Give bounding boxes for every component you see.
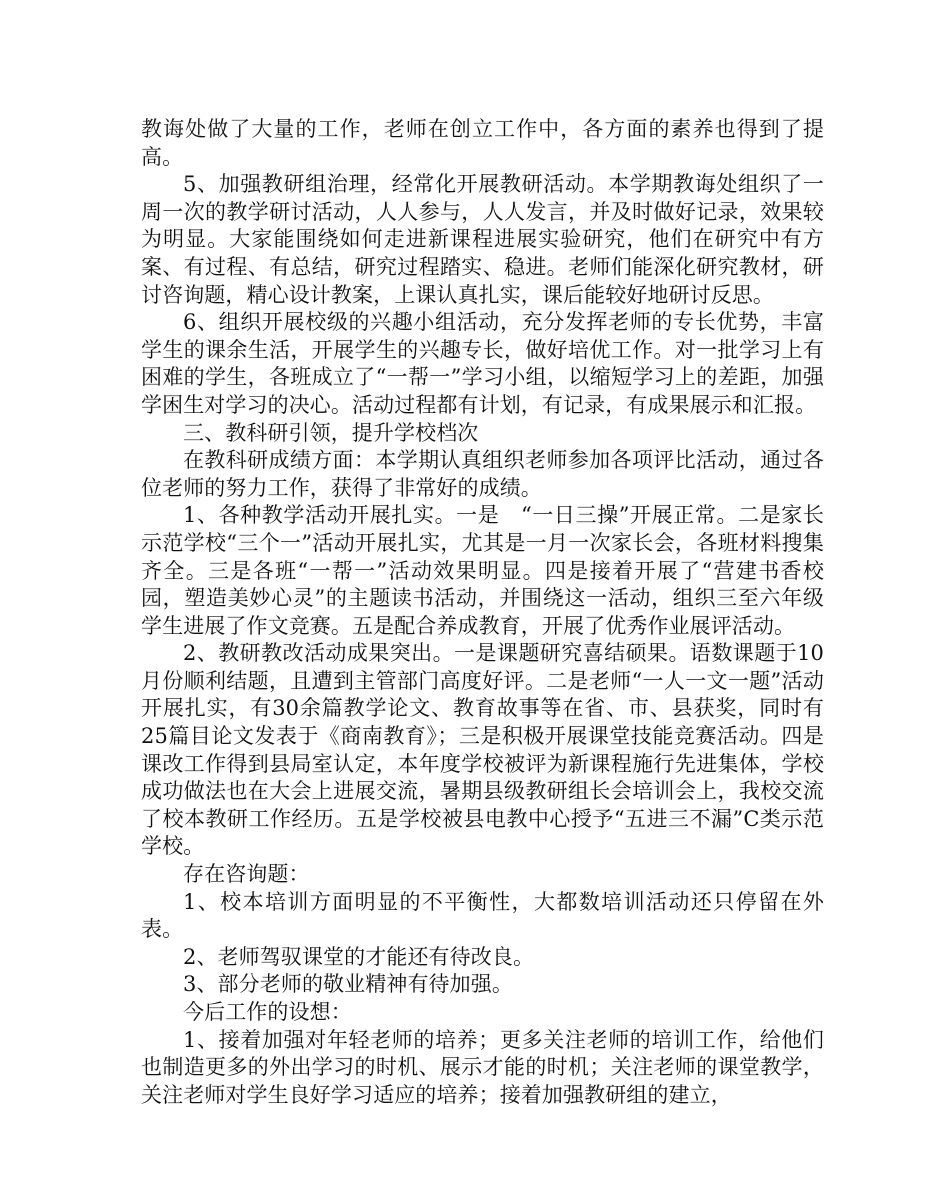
paragraph-continued: 教诲处做了大量的工作，老师在创立工作中，各方面的素养也得到了提高。 <box>141 117 824 169</box>
problem-item-1: 1、校本培训方面明显的不平衡性，大都数培训活动还只停留在外表。 <box>141 889 824 942</box>
paragraph-item-5: 5、加强教研组治理，经常化开展教研活动。本学期教诲处组织了一周一次的教学研讨活动，人人参与，人人发言，并及时做好记录，效果较为明显。大家能围绕如何走进新课程进展实验研究，他们在研究中有方案、有过程、有总结，研究过程踏实、稳进。老师们能深化研究教材，研讨咨询题，精心设计教案，上课认真扎实，课后能较好地研讨反思。 <box>141 172 824 307</box>
subheading-problems: 存在咨询题： <box>183 862 310 887</box>
subheading-plans: 今后工作的设想： <box>183 1000 352 1024</box>
plan-item-1: 1、接着加强对年轻老师的培养；更多关注老师的培训工作，给他们也制造更多的外出学习的时机、展示才能的时机；关注老师的课堂教学，关注老师对学生良好学习适应的培养；接着加强教研组的建立， <box>141 1027 824 1107</box>
body-text <box>141 116 824 1109</box>
problem-item-3: 3、部分老师的敬业精神有待加强。 <box>183 972 513 997</box>
paragraph-item-6: 6、组织开展校级的兴趣小组活动，充分发挥老师的专长优势，丰富学生的课余生活，开展学生的兴趣专长，做好培优工作。对一批学习上有困难的学生，各班成立了“一帮一”学习小组，以缩短学习上的差距，加强学困生对学习的决心。活动过程都有计划，有记录，有成果展示和汇报。 <box>141 310 824 417</box>
section-heading-3: 三、教科研引领，提升学校档次 <box>183 420 479 445</box>
problem-item-2: 2、老师驾驭课堂的才能还有待改良。 <box>183 944 535 969</box>
paragraph-activities-1: 1、各种教学活动开展扎实。一是 “一日三操”开展正常。二是家长示范学校“三个一”活动开展扎实，尤其是一月一次家长会，各班材料搜集齐全。三是各班“一帮一”活动效果明显。四是接着开展了“营建书香校园，塑造美妙心灵”的主题读书活动，并围绕这一活动，组织三至六年级学生进展了作文竞赛。五是配合养成教育，开展了优秀作业展评活动。 <box>141 503 824 638</box>
paragraph-research-results: 在教科研成绩方面：本学期认真组织老师参加各项评比活动，通过各位老师的努力工作，获得了非常好的成绩。 <box>141 448 824 500</box>
paragraph-activities-2: 2、教研教改活动成果突出。一是课题研究喜结硕果。语数课题于10月份顺利结题，且遭到主管部门高度好评。二是老师“一人一文一题”活动开展扎实，有30余篇教学论文、教育故事等在省、市、县获奖，同时有25篇目论文发表于《商南教育》；三是积极开展课堂技能竞赛活动。四是课改工作得到县局室认定，本年度学校被评为新课程施行先进集体，学校成功做法也在大会上进展交流，暑期县级教研组长会培训会上，我校交流了校本教研工作经历。五是学校被县电教中心授予“五进三不漏”C类示范学校。 <box>141 641 824 859</box>
